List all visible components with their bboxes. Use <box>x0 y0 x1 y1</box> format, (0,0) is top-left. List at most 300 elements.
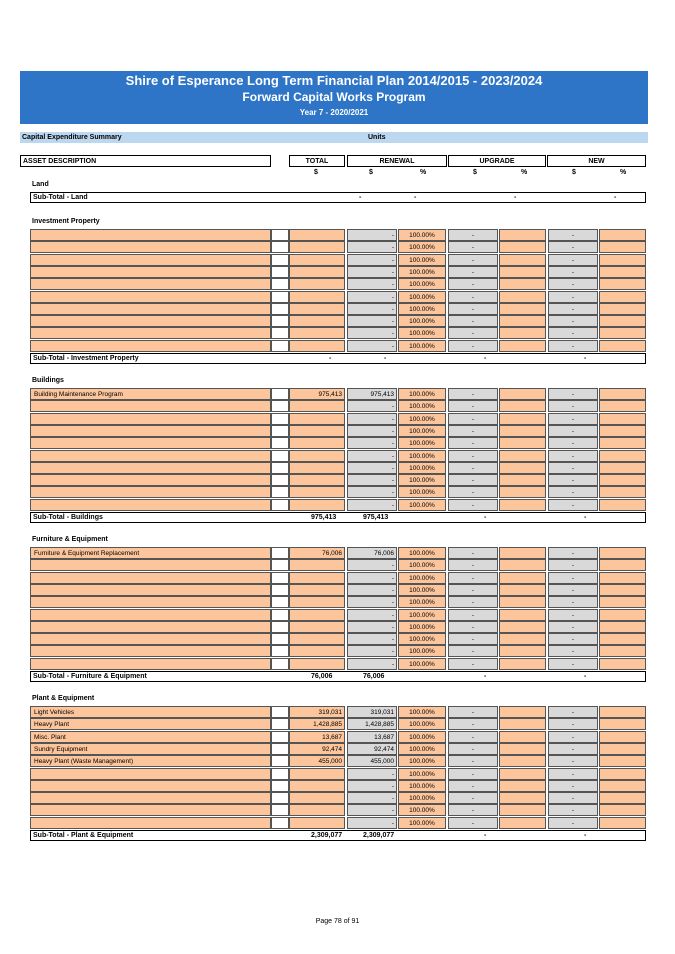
asset-description-cell[interactable] <box>30 315 271 327</box>
renewal-percent-cell[interactable]: 100.00% <box>398 792 446 804</box>
new-percent-cell[interactable] <box>599 425 646 437</box>
total-cell[interactable] <box>289 609 345 621</box>
upgrade-percent-cell[interactable] <box>499 474 546 486</box>
total-cell[interactable] <box>289 229 345 241</box>
renewal-percent-cell[interactable]: 100.00% <box>398 388 446 400</box>
total-cell[interactable] <box>289 658 345 670</box>
asset-description-cell[interactable] <box>30 474 271 486</box>
upgrade-amount-cell: - <box>448 278 498 290</box>
renewal-amount-cell: - <box>347 596 397 608</box>
new-percent-cell[interactable] <box>599 340 646 352</box>
renewal-percent-cell[interactable]: 100.00% <box>398 718 446 730</box>
renewal-amount-cell: 13,687 <box>347 731 397 743</box>
subtotal-upgrade: - <box>484 673 487 680</box>
total-cell[interactable] <box>289 425 345 437</box>
subtotal-new: - <box>584 355 587 362</box>
new-percent-cell[interactable] <box>599 547 646 559</box>
renewal-percent-cell[interactable]: 100.00% <box>398 437 446 449</box>
asset-description-cell[interactable]: Furniture & Equipment Replacement <box>30 547 271 559</box>
new-header <box>547 155 646 167</box>
total-cell[interactable] <box>289 303 345 315</box>
upgrade-percent-cell[interactable] <box>499 718 546 730</box>
land-subtotal-upgrade: - <box>514 194 517 201</box>
new-amount-cell: - <box>548 645 598 657</box>
asset-description-cell[interactable] <box>30 633 271 645</box>
new-amount-cell: - <box>548 792 598 804</box>
row-gutter-cell <box>271 425 289 437</box>
total-cell[interactable] <box>289 486 345 498</box>
asset-description-cell[interactable] <box>30 584 271 596</box>
upgrade-percent-cell[interactable] <box>499 425 546 437</box>
upgrade-amount-cell: - <box>448 609 498 621</box>
subtotal-label: Sub-Total - Investment Property <box>33 355 139 362</box>
asset-description-cell[interactable] <box>30 499 271 511</box>
upgrade-percent-cell[interactable] <box>499 266 546 278</box>
upgrade-percent-cell[interactable] <box>499 633 546 645</box>
renewal-amount-cell: 76,006 <box>347 547 397 559</box>
renewal-amount-cell: - <box>347 633 397 645</box>
summary-bar <box>20 132 648 143</box>
renewal-percent-cell[interactable]: 100.00% <box>398 780 446 792</box>
upgrade-amount-cell: - <box>448 547 498 559</box>
new-percent-cell[interactable] <box>599 291 646 303</box>
new-percent-cell[interactable] <box>599 462 646 474</box>
upgrade-percent-cell[interactable] <box>499 804 546 816</box>
upgrade-amount-cell: - <box>448 584 498 596</box>
new-percent-cell[interactable] <box>599 645 646 657</box>
total-cell[interactable] <box>289 633 345 645</box>
new-amount-cell: - <box>548 817 598 829</box>
upgrade-percent-cell[interactable] <box>499 229 546 241</box>
renewal-percent-cell[interactable]: 100.00% <box>398 291 446 303</box>
upgrade-amount-cell: - <box>448 658 498 670</box>
renewal-amount-cell: - <box>347 291 397 303</box>
section-title: Furniture & Equipment <box>32 536 108 543</box>
upgrade-amount-cell: - <box>448 559 498 571</box>
renewal-amount-cell: - <box>347 254 397 266</box>
new-percent-cell[interactable] <box>599 315 646 327</box>
asset-description-cell[interactable] <box>30 792 271 804</box>
renewal-percent-cell[interactable]: 100.00% <box>398 254 446 266</box>
units-label: Units <box>368 134 386 141</box>
renewal-percent-cell[interactable]: 100.00% <box>398 817 446 829</box>
asset-description-cell[interactable] <box>30 278 271 290</box>
upgrade-percent-cell[interactable] <box>499 547 546 559</box>
total-cell[interactable] <box>289 254 345 266</box>
renewal-percent-cell[interactable]: 100.00% <box>398 596 446 608</box>
upgrade-percent-cell[interactable] <box>499 486 546 498</box>
new-percent-cell[interactable] <box>599 229 646 241</box>
asset-description-cell[interactable] <box>30 303 271 315</box>
asset-description-cell[interactable] <box>30 486 271 498</box>
renewal-percent-cell[interactable]: 100.00% <box>398 425 446 437</box>
new-percent-cell[interactable] <box>599 621 646 633</box>
total-cell[interactable] <box>289 413 345 425</box>
renewal-amount-cell: - <box>347 462 397 474</box>
upgrade-amount-cell: - <box>448 486 498 498</box>
asset-description-cell[interactable] <box>30 437 271 449</box>
new-percent-cell[interactable] <box>599 792 646 804</box>
upgrade-amount-cell: - <box>448 755 498 767</box>
renewal-amount-cell: - <box>347 413 397 425</box>
total-cell[interactable] <box>289 400 345 412</box>
summary-label: Capital Expenditure Summary <box>22 134 122 141</box>
subtotal-new: - <box>584 832 587 839</box>
total-unit: $ <box>314 169 318 176</box>
new-amount-cell: - <box>548 303 598 315</box>
total-cell[interactable] <box>289 278 345 290</box>
new-percent-cell[interactable] <box>599 706 646 718</box>
total-cell[interactable] <box>289 437 345 449</box>
asset-description-cell[interactable] <box>30 291 271 303</box>
renewal-percent-cell[interactable]: 100.00% <box>398 303 446 315</box>
new-percent-cell[interactable] <box>599 413 646 425</box>
upgrade-percent-cell[interactable] <box>499 731 546 743</box>
renewal-percent-cell[interactable]: 100.00% <box>398 266 446 278</box>
renewal-amount-cell: 319,031 <box>347 706 397 718</box>
asset-description-cell[interactable] <box>30 645 271 657</box>
renewal-percent-cell[interactable]: 100.00% <box>398 633 446 645</box>
upgrade-percent-cell[interactable] <box>499 596 546 608</box>
total-cell[interactable] <box>289 499 345 511</box>
new-percent-cell[interactable] <box>599 633 646 645</box>
asset-description-cell[interactable] <box>30 462 271 474</box>
report-subtitle: Forward Capital Works Program <box>242 90 426 104</box>
upgrade-percent-cell[interactable] <box>499 792 546 804</box>
upgrade-amount-cell: - <box>448 437 498 449</box>
land-subtotal <box>30 192 646 203</box>
renewal-amount-cell: - <box>347 315 397 327</box>
renewal-percent-cell[interactable]: 100.00% <box>398 413 446 425</box>
row-gutter-cell <box>271 400 289 412</box>
upgrade-percent-cell[interactable] <box>499 768 546 780</box>
subtotal-upgrade: - <box>484 355 487 362</box>
total-cell[interactable] <box>289 645 345 657</box>
renewal-unit: $ <box>369 169 373 176</box>
renewal-percent-cell[interactable]: 100.00% <box>398 755 446 767</box>
upgrade-percent-cell[interactable] <box>499 400 546 412</box>
total-cell[interactable] <box>289 621 345 633</box>
renewal-percent-cell[interactable]: 100.00% <box>398 462 446 474</box>
new-percent-cell[interactable] <box>599 609 646 621</box>
new-percent-cell[interactable] <box>599 388 646 400</box>
new-percent-cell[interactable] <box>599 596 646 608</box>
upgrade-percent-cell[interactable] <box>499 340 546 352</box>
subtotal-total: 2,309,077 <box>311 832 343 839</box>
total-cell[interactable] <box>289 596 345 608</box>
new-percent-cell[interactable] <box>599 658 646 670</box>
upgrade-amount-cell: - <box>448 327 498 339</box>
renewal-percent-cell[interactable]: 100.00% <box>398 584 446 596</box>
upgrade-percent-cell[interactable] <box>499 572 546 584</box>
upgrade-percent-cell[interactable] <box>499 499 546 511</box>
new-percent-cell[interactable] <box>599 486 646 498</box>
asset-description-cell[interactable] <box>30 768 271 780</box>
upgrade-percent-cell[interactable] <box>499 303 546 315</box>
renewal-percent-cell[interactable]: 100.00% <box>398 609 446 621</box>
total-cell[interactable] <box>289 768 345 780</box>
total-cell[interactable] <box>289 241 345 253</box>
new-percent-cell[interactable] <box>599 278 646 290</box>
new-percent-cell[interactable] <box>599 400 646 412</box>
upgrade-amount-cell: - <box>448 241 498 253</box>
total-cell[interactable] <box>289 584 345 596</box>
asset-description-cell[interactable] <box>30 327 271 339</box>
new-amount-cell: - <box>548 658 598 670</box>
upgrade-amount-cell: - <box>448 633 498 645</box>
asset-description-cell[interactable] <box>30 241 271 253</box>
renewal-percent-cell[interactable]: 100.00% <box>398 327 446 339</box>
renewal-amount-cell: - <box>347 768 397 780</box>
asset-description-cell[interactable] <box>30 413 271 425</box>
renewal-percent-cell[interactable]: 100.00% <box>398 400 446 412</box>
new-percent-cell[interactable] <box>599 303 646 315</box>
total-cell[interactable] <box>289 450 345 462</box>
renewal-amount-cell: - <box>347 474 397 486</box>
asset-description-cell[interactable] <box>30 780 271 792</box>
renewal-percent-cell[interactable]: 100.00% <box>398 340 446 352</box>
new-amount-cell: - <box>548 400 598 412</box>
upgrade-amount-cell: - <box>448 388 498 400</box>
renewal-percent-cell[interactable]: 100.00% <box>398 804 446 816</box>
total-label: TOTAL <box>305 158 329 165</box>
renewal-percent-cell[interactable]: 100.00% <box>398 450 446 462</box>
renewal-amount-cell: - <box>347 278 397 290</box>
total-cell[interactable]: 319,031 <box>289 706 345 718</box>
row-gutter-cell <box>271 474 289 486</box>
renewal-amount-cell: - <box>347 658 397 670</box>
new-percent-cell[interactable] <box>599 499 646 511</box>
asset-description-cell[interactable] <box>30 817 271 829</box>
upgrade-percent-cell[interactable] <box>499 291 546 303</box>
row-gutter-cell <box>271 241 289 253</box>
upgrade-percent-cell[interactable] <box>499 817 546 829</box>
upgrade-percent-cell[interactable] <box>499 658 546 670</box>
upgrade-percent-cell[interactable] <box>499 413 546 425</box>
asset-description-cell[interactable] <box>30 425 271 437</box>
row-gutter-cell <box>271 229 289 241</box>
renewal-label: RENEWAL <box>379 158 415 165</box>
renewal-percent-cell[interactable]: 100.00% <box>398 731 446 743</box>
upgrade-percent-cell[interactable] <box>499 437 546 449</box>
upgrade-percent-cell[interactable] <box>499 315 546 327</box>
upgrade-percent-cell[interactable] <box>499 645 546 657</box>
total-cell[interactable] <box>289 462 345 474</box>
upgrade-percent-cell[interactable] <box>499 278 546 290</box>
total-cell[interactable] <box>289 474 345 486</box>
asset-description-cell[interactable]: Heavy Plant (Waste Management) <box>30 755 271 767</box>
renewal-percent-cell[interactable]: 100.00% <box>398 572 446 584</box>
upgrade-label: UPGRADE <box>479 158 515 165</box>
asset-description-cell[interactable] <box>30 621 271 633</box>
total-cell[interactable]: 975,413 <box>289 388 345 400</box>
renewal-pct-unit: % <box>420 169 427 176</box>
row-gutter-cell <box>271 658 289 670</box>
renewal-percent-cell[interactable]: 100.00% <box>398 768 446 780</box>
renewal-amount-cell: - <box>347 817 397 829</box>
new-percent-cell[interactable] <box>599 780 646 792</box>
total-cell[interactable] <box>289 327 345 339</box>
row-gutter-cell <box>271 340 289 352</box>
new-percent-cell[interactable] <box>599 327 646 339</box>
total-cell[interactable] <box>289 291 345 303</box>
new-amount-cell: - <box>548 621 598 633</box>
new-amount-cell: - <box>548 486 598 498</box>
renewal-percent-cell[interactable]: 100.00% <box>398 645 446 657</box>
upgrade-percent-cell[interactable] <box>499 743 546 755</box>
new-amount-cell: - <box>548 229 598 241</box>
subtotal-new: - <box>584 673 587 680</box>
renewal-percent-cell[interactable]: 100.00% <box>398 547 446 559</box>
asset-description-cell[interactable] <box>30 609 271 621</box>
total-cell[interactable]: 1,428,885 <box>289 718 345 730</box>
total-cell[interactable] <box>289 340 345 352</box>
new-amount-cell: - <box>548 315 598 327</box>
renewal-percent-cell[interactable]: 100.00% <box>398 706 446 718</box>
upgrade-percent-cell[interactable] <box>499 755 546 767</box>
renewal-percent-cell[interactable]: 100.00% <box>398 474 446 486</box>
asset-description-cell[interactable]: Light Vehicles <box>30 706 271 718</box>
new-percent-cell[interactable] <box>599 450 646 462</box>
new-percent-cell[interactable] <box>599 768 646 780</box>
row-gutter-cell <box>271 327 289 339</box>
renewal-percent-cell[interactable]: 100.00% <box>398 229 446 241</box>
renewal-amount-cell: - <box>347 792 397 804</box>
row-gutter-cell <box>271 291 289 303</box>
new-percent-cell[interactable] <box>599 817 646 829</box>
asset-description-cell[interactable] <box>30 266 271 278</box>
new-percent-cell[interactable] <box>599 755 646 767</box>
renewal-percent-cell[interactable]: 100.00% <box>398 658 446 670</box>
new-percent-cell[interactable] <box>599 559 646 571</box>
renewal-percent-cell[interactable]: 100.00% <box>398 499 446 511</box>
row-gutter-cell <box>271 792 289 804</box>
asset-description-cell[interactable] <box>30 340 271 352</box>
total-cell[interactable] <box>289 315 345 327</box>
upgrade-percent-cell[interactable] <box>499 559 546 571</box>
new-percent-cell[interactable] <box>599 804 646 816</box>
total-cell[interactable]: 92,474 <box>289 743 345 755</box>
upgrade-percent-cell[interactable] <box>499 706 546 718</box>
new-percent-cell[interactable] <box>599 743 646 755</box>
new-percent-cell[interactable] <box>599 584 646 596</box>
new-amount-cell: - <box>548 718 598 730</box>
upgrade-amount-cell: - <box>448 474 498 486</box>
row-gutter-cell <box>271 437 289 449</box>
asset-description-cell[interactable] <box>30 804 271 816</box>
upgrade-percent-cell[interactable] <box>499 388 546 400</box>
asset-description-cell[interactable]: Heavy Plant <box>30 718 271 730</box>
upgrade-percent-cell[interactable] <box>499 241 546 253</box>
renewal-amount-cell: - <box>347 645 397 657</box>
new-percent-cell[interactable] <box>599 731 646 743</box>
upgrade-percent-cell[interactable] <box>499 254 546 266</box>
upgrade-percent-cell[interactable] <box>499 327 546 339</box>
renewal-percent-cell[interactable]: 100.00% <box>398 315 446 327</box>
new-amount-cell: - <box>548 633 598 645</box>
row-gutter-cell <box>271 817 289 829</box>
total-cell[interactable] <box>289 559 345 571</box>
asset-description-cell[interactable] <box>30 596 271 608</box>
total-cell[interactable] <box>289 572 345 584</box>
asset-description-cell[interactable] <box>30 254 271 266</box>
new-percent-cell[interactable] <box>599 474 646 486</box>
asset-description-cell[interactable] <box>30 400 271 412</box>
land-subtotal-new: - <box>614 194 617 201</box>
report-year: Year 7 - 2020/2021 <box>299 108 369 117</box>
upgrade-percent-cell[interactable] <box>499 621 546 633</box>
row-gutter-cell <box>271 486 289 498</box>
new-percent-cell[interactable] <box>599 266 646 278</box>
total-cell[interactable] <box>289 804 345 816</box>
upgrade-amount-cell: - <box>448 229 498 241</box>
section-title: Investment Property <box>32 218 100 225</box>
upgrade-percent-cell[interactable] <box>499 462 546 474</box>
new-amount-cell: - <box>548 572 598 584</box>
new-percent-cell[interactable] <box>599 241 646 253</box>
upgrade-amount-cell: - <box>448 413 498 425</box>
renewal-amount-cell: - <box>347 780 397 792</box>
new-percent-cell[interactable] <box>599 572 646 584</box>
asset-description-cell[interactable]: Misc. Plant <box>30 731 271 743</box>
upgrade-percent-cell[interactable] <box>499 780 546 792</box>
upgrade-percent-cell[interactable] <box>499 609 546 621</box>
upgrade-percent-cell[interactable] <box>499 584 546 596</box>
section-subtotal <box>30 353 646 364</box>
new-amount-cell: - <box>548 743 598 755</box>
total-cell[interactable] <box>289 780 345 792</box>
asset-description-cell[interactable] <box>30 559 271 571</box>
upgrade-amount-cell: - <box>448 462 498 474</box>
total-cell[interactable] <box>289 266 345 278</box>
upgrade-amount-cell: - <box>448 572 498 584</box>
renewal-percent-cell[interactable]: 100.00% <box>398 486 446 498</box>
row-gutter-cell <box>271 266 289 278</box>
asset-description-cell[interactable] <box>30 572 271 584</box>
new-percent-cell[interactable] <box>599 437 646 449</box>
renewal-amount-cell: 975,413 <box>347 388 397 400</box>
asset-description-cell[interactable] <box>30 658 271 670</box>
asset-description-cell[interactable] <box>30 229 271 241</box>
section-subtotal <box>30 671 646 682</box>
row-gutter-cell <box>271 450 289 462</box>
new-amount-cell: - <box>548 437 598 449</box>
subtotal-label: Sub-Total - Buildings <box>33 514 103 521</box>
upgrade-percent-cell[interactable] <box>499 450 546 462</box>
renewal-percent-cell[interactable]: 100.00% <box>398 278 446 290</box>
new-percent-cell[interactable] <box>599 254 646 266</box>
row-gutter-cell <box>271 303 289 315</box>
section-subtotal <box>30 830 646 841</box>
renewal-percent-cell[interactable]: 100.00% <box>398 621 446 633</box>
total-cell[interactable]: 76,006 <box>289 547 345 559</box>
land-title: Land <box>32 181 49 188</box>
total-cell[interactable] <box>289 817 345 829</box>
renewal-percent-cell[interactable]: 100.00% <box>398 241 446 253</box>
new-amount-cell: - <box>548 755 598 767</box>
new-pct-unit: % <box>620 169 627 176</box>
total-cell[interactable]: 13,687 <box>289 731 345 743</box>
asset-description-cell[interactable] <box>30 450 271 462</box>
renewal-percent-cell[interactable]: 100.00% <box>398 559 446 571</box>
new-amount-cell: - <box>548 499 598 511</box>
asset-description-cell[interactable]: Sundry Equipment <box>30 743 271 755</box>
new-percent-cell[interactable] <box>599 718 646 730</box>
total-cell[interactable]: 455,000 <box>289 755 345 767</box>
renewal-percent-cell[interactable]: 100.00% <box>398 743 446 755</box>
total-cell[interactable] <box>289 792 345 804</box>
asset-description-cell[interactable]: Building Maintenance Program <box>30 388 271 400</box>
